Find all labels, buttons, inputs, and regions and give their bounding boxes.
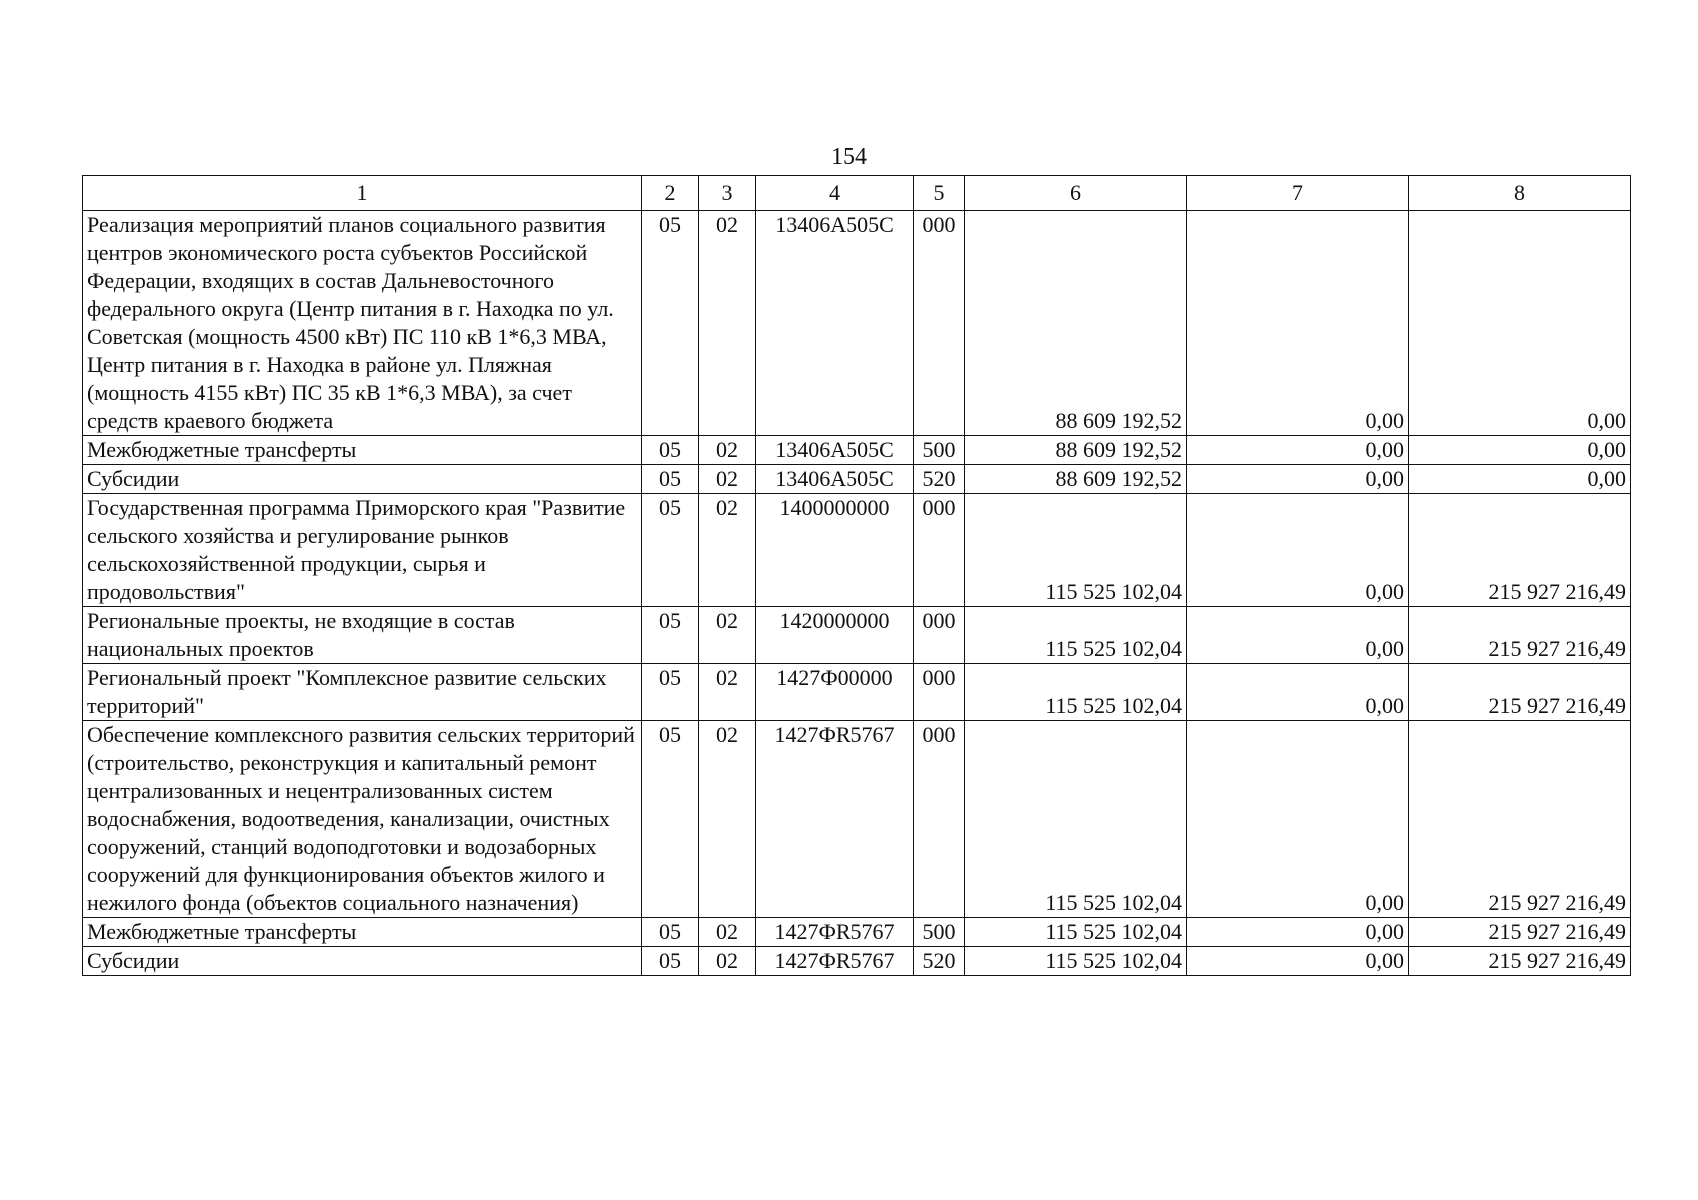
target-article-code: 1427ФR5767 <box>756 918 914 947</box>
amount-col-8: 215 927 216,49 <box>1409 947 1631 976</box>
amount-col-7: 0,00 <box>1187 607 1409 664</box>
expense-type-code: 500 <box>914 436 965 465</box>
amount-col-6: 115 525 102,04 <box>965 918 1187 947</box>
expense-type-code: 000 <box>914 607 965 664</box>
amount-col-8: 215 927 216,49 <box>1409 494 1631 607</box>
table-row <box>83 211 1631 436</box>
amount-col-8: 215 927 216,49 <box>1409 918 1631 947</box>
target-article-code: 13406A505C <box>756 211 914 436</box>
amount-col-7: 0,00 <box>1187 918 1409 947</box>
amount-col-7: 0,00 <box>1187 211 1409 436</box>
table-row <box>83 436 1631 465</box>
table-row <box>83 465 1631 494</box>
table-row <box>83 721 1631 918</box>
amount-col-6: 88 609 192,52 <box>965 436 1187 465</box>
page-number: 154 <box>831 144 867 170</box>
section-code: 05 <box>642 664 699 721</box>
table-row <box>83 664 1631 721</box>
section-code: 05 <box>642 436 699 465</box>
expense-type-code: 500 <box>914 918 965 947</box>
target-article-code: 1427ФR5767 <box>756 721 914 918</box>
table-row <box>83 947 1631 976</box>
amount-col-8: 0,00 <box>1409 465 1631 494</box>
amount-col-8: 215 927 216,49 <box>1409 664 1631 721</box>
row-name: Региональные проекты, не входящие в состав национальных проектов <box>83 607 642 664</box>
column-header: 1 <box>83 176 642 211</box>
column-header: 3 <box>699 176 756 211</box>
amount-col-7: 0,00 <box>1187 494 1409 607</box>
amount-col-8: 215 927 216,49 <box>1409 607 1631 664</box>
subsection-code: 02 <box>699 494 756 607</box>
amount-col-8: 215 927 216,49 <box>1409 721 1631 918</box>
column-header: 4 <box>756 176 914 211</box>
target-article-code: 1400000000 <box>756 494 914 607</box>
subsection-code: 02 <box>699 947 756 976</box>
row-name: Реализация мероприятий планов социального развития центров экономического роста субъектов Российской Федерации, входящих в состав Дальневосточного федерального округа (Центр питания в г. Находка по ул. Советская (мощность 4500 кВт) ПС 110 кВ 1*6,3 МВА, Центр питания в г. Находка в районе ул. Пляжная (мощность 4155 кВт) ПС 35 кВ 1*6,3 МВА), за счет средств краевого бюджета <box>83 211 642 436</box>
row-name: Межбюджетные трансферты <box>83 918 642 947</box>
expense-type-code: 000 <box>914 494 965 607</box>
row-name: Межбюджетные трансферты <box>83 436 642 465</box>
amount-col-6: 115 525 102,04 <box>965 494 1187 607</box>
section-code: 05 <box>642 721 699 918</box>
table-row <box>83 494 1631 607</box>
amount-col-7: 0,00 <box>1187 436 1409 465</box>
section-code: 05 <box>642 465 699 494</box>
amount-col-6: 115 525 102,04 <box>965 607 1187 664</box>
amount-col-6: 115 525 102,04 <box>965 947 1187 976</box>
amount-col-7: 0,00 <box>1187 664 1409 721</box>
subsection-code: 02 <box>699 607 756 664</box>
amount-col-6: 88 609 192,52 <box>965 211 1187 436</box>
row-name: Обеспечение комплексного развития сельских территорий (строительство, реконструкция и капитальный ремонт централизованных и нецентрализованных систем водоснабжения, водоотведения, канализации, очистных сооружений, станций водоподготовки и водозаборных сооружений для функционирования объектов жилого и нежилого фонда (объектов социального назначения) <box>83 721 642 918</box>
target-article-code: 1420000000 <box>756 607 914 664</box>
row-name: Субсидии <box>83 947 642 976</box>
column-header: 8 <box>1409 176 1631 211</box>
amount-col-7: 0,00 <box>1187 721 1409 918</box>
expense-type-code: 000 <box>914 211 965 436</box>
column-header: 7 <box>1187 176 1409 211</box>
subsection-code: 02 <box>699 664 756 721</box>
section-code: 05 <box>642 918 699 947</box>
column-header: 2 <box>642 176 699 211</box>
expense-type-code: 000 <box>914 664 965 721</box>
target-article-code: 13406A505C <box>756 436 914 465</box>
subsection-code: 02 <box>699 436 756 465</box>
amount-col-8: 0,00 <box>1409 436 1631 465</box>
subsection-code: 02 <box>699 465 756 494</box>
table-row <box>83 607 1631 664</box>
budget-table <box>82 175 1631 976</box>
header-row <box>83 176 1631 211</box>
column-header: 5 <box>914 176 965 211</box>
target-article-code: 1427ФR5767 <box>756 947 914 976</box>
section-code: 05 <box>642 947 699 976</box>
row-name: Субсидии <box>83 465 642 494</box>
table-row <box>83 918 1631 947</box>
target-article-code: 1427Ф00000 <box>756 664 914 721</box>
amount-col-7: 0,00 <box>1187 947 1409 976</box>
expense-type-code: 520 <box>914 947 965 976</box>
section-code: 05 <box>642 494 699 607</box>
row-name: Государственная программа Приморского края "Развитие сельского хозяйства и регулирование рынков сельскохозяйственной продукции, сырья и продовольствия" <box>83 494 642 607</box>
section-code: 05 <box>642 211 699 436</box>
expense-type-code: 520 <box>914 465 965 494</box>
row-name: Региональный проект "Комплексное развитие сельских территорий" <box>83 664 642 721</box>
column-header: 6 <box>965 176 1187 211</box>
subsection-code: 02 <box>699 918 756 947</box>
amount-col-6: 115 525 102,04 <box>965 721 1187 918</box>
amount-col-7: 0,00 <box>1187 465 1409 494</box>
amount-col-6: 115 525 102,04 <box>965 664 1187 721</box>
subsection-code: 02 <box>699 211 756 436</box>
section-code: 05 <box>642 607 699 664</box>
amount-col-8: 0,00 <box>1409 211 1631 436</box>
target-article-code: 13406A505C <box>756 465 914 494</box>
subsection-code: 02 <box>699 721 756 918</box>
expense-type-code: 000 <box>914 721 965 918</box>
amount-col-6: 88 609 192,52 <box>965 465 1187 494</box>
